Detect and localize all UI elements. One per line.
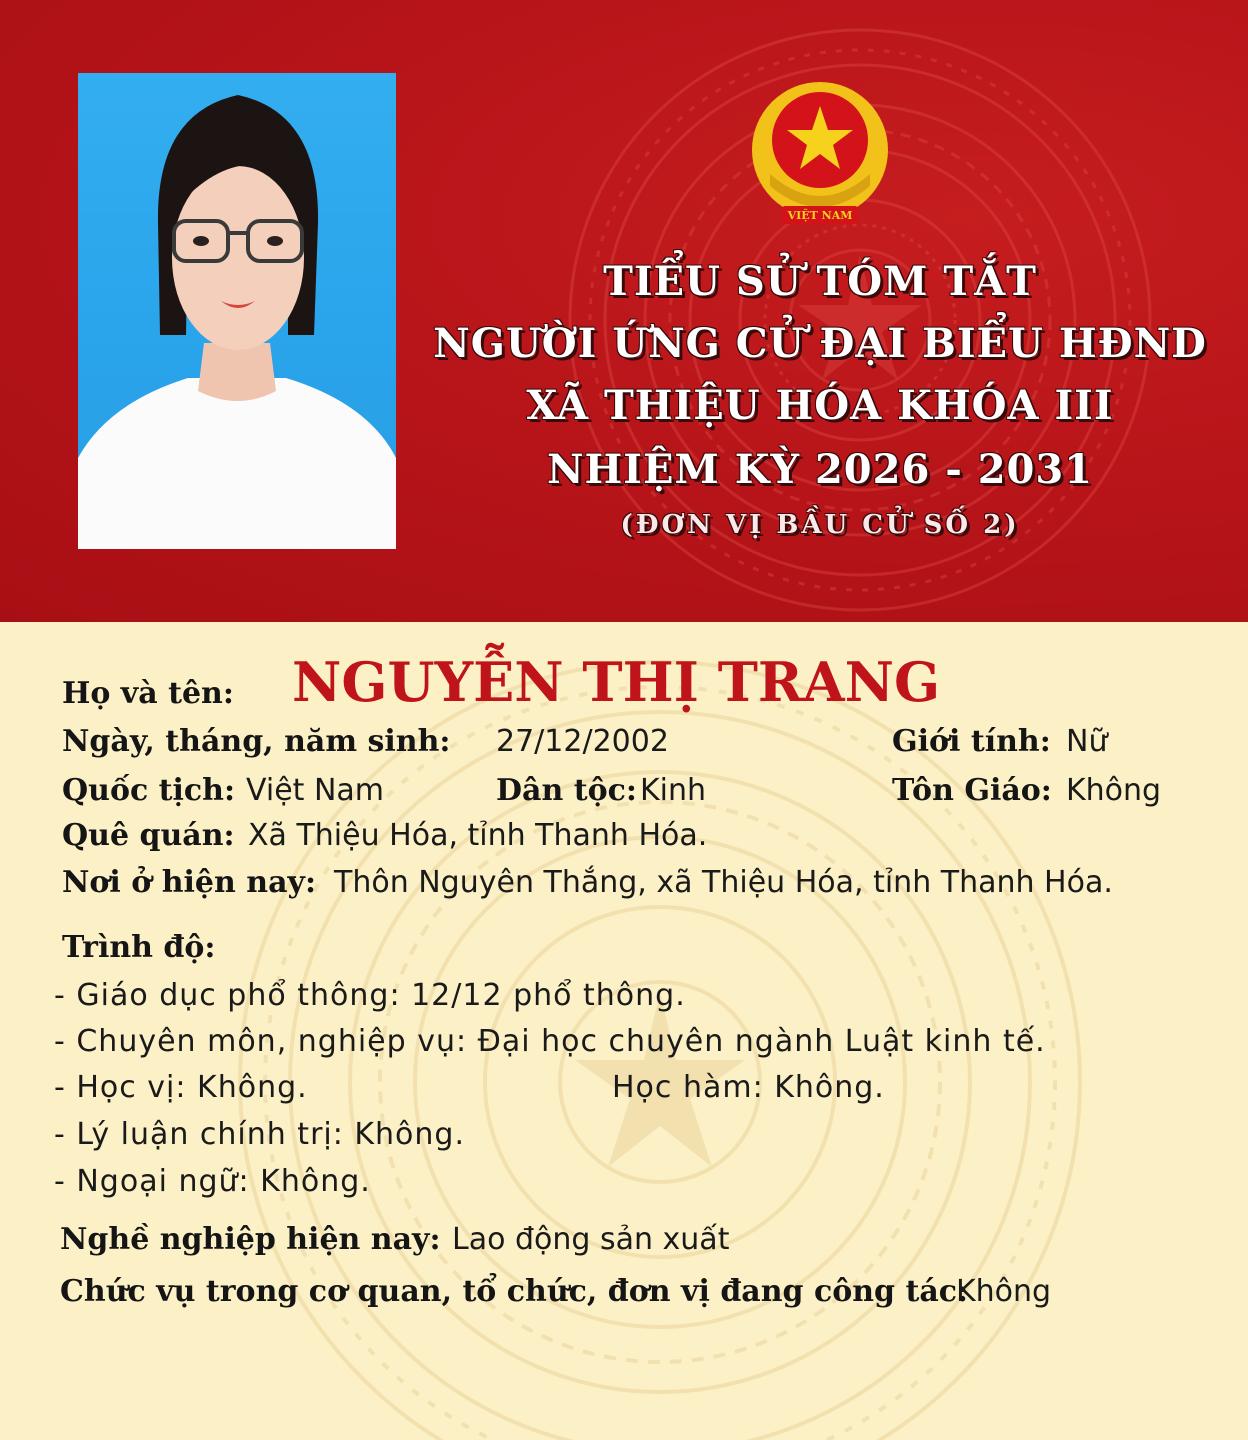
candidate-photo	[78, 73, 396, 549]
hometown-value: Xã Thiệu Hóa, tỉnh Thanh Hóa.	[248, 818, 708, 853]
gender-value: Nữ	[1066, 724, 1108, 759]
religion-value: Không	[1066, 773, 1162, 808]
education-academic-rank: Học hàm: Không.	[612, 1070, 885, 1105]
education-degree: - Học vị: Không.	[54, 1070, 308, 1105]
residence-label: Nơi ở hiện nay:	[62, 865, 317, 900]
religion-label: Tôn Giáo:	[892, 773, 1052, 808]
emblem-caption: VIỆT NAM	[787, 209, 853, 222]
education-professional: - Chuyên môn, nghiệp vụ: Đại học chuyên ngành Luật kinh tế.	[54, 1024, 1046, 1059]
title-line-1: TIỂU SỬ TÓM TẮT	[603, 258, 1037, 305]
national-emblem-icon	[740, 78, 900, 238]
position-value: Không	[956, 1274, 1052, 1309]
ethnicity-label: Dân tộc:	[496, 773, 637, 808]
ethnicity-value: Kinh	[640, 773, 707, 808]
occupation-value: Lao động sản xuất	[452, 1222, 730, 1257]
hometown-label: Quê quán:	[62, 818, 235, 853]
education-general: - Giáo dục phổ thông: 12/12 phổ thông.	[54, 978, 686, 1013]
gender-label: Giới tính:	[892, 724, 1051, 759]
subtitle-unit: (ĐƠN VỊ BẦU CỬ SỐ 2)	[620, 510, 1020, 540]
candidate-name: NGUYỄN THỊ TRANG	[292, 650, 941, 714]
dob-label: Ngày, tháng, năm sinh:	[62, 724, 451, 759]
education-political: - Lý luận chính trị: Không.	[54, 1117, 466, 1152]
residence-value: Thôn Nguyên Thắng, xã Thiệu Hóa, tỉnh Thanh Hóa.	[334, 865, 1113, 900]
title-line-2: NGƯỜI ỨNG CỬ ĐẠI BIỂU HĐND	[433, 320, 1207, 367]
position-label: Chức vụ trong cơ quan, tổ chức, đơn vị đang công tác:	[60, 1274, 969, 1309]
title-line-4: NHIỆM KỲ 2026 - 2031	[546, 446, 1094, 493]
portrait-image	[78, 73, 396, 549]
education-language: - Ngoại ngữ: Không.	[54, 1164, 371, 1199]
occupation-label: Nghề nghiệp hiện nay:	[60, 1222, 441, 1257]
nationality-value: Việt Nam	[246, 773, 385, 808]
nationality-label: Quốc tịch:	[62, 773, 236, 808]
header-banner	[0, 0, 1248, 622]
title-line-3: XÃ THIỆU HÓA KHÓA III	[526, 382, 1114, 429]
name-label: Họ và tên:	[62, 676, 234, 711]
dob-value: 27/12/2002	[496, 724, 669, 759]
education-title: Trình độ:	[62, 930, 216, 965]
